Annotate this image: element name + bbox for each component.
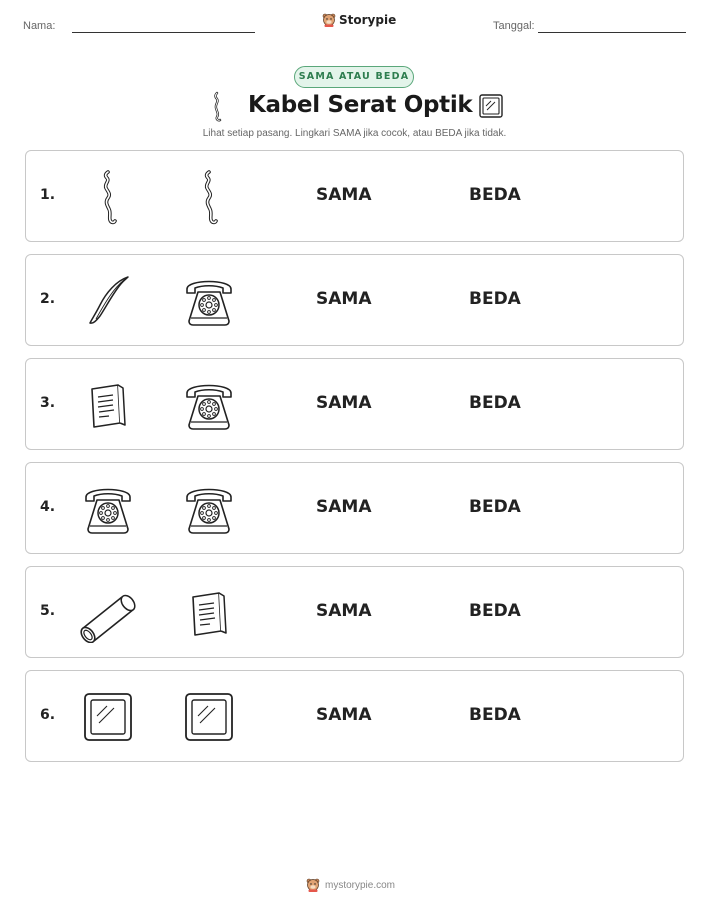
brand-name: Storypie: [339, 13, 397, 27]
screen-icon: [78, 687, 138, 747]
question-number: 3.: [40, 395, 56, 411]
different-option[interactable]: BEDA: [469, 497, 521, 517]
booklet-icon: [78, 375, 138, 435]
date-label: Tanggal:: [493, 20, 535, 32]
picture-booklet-icon: [179, 583, 239, 643]
question-row: [25, 462, 684, 554]
picture-telephone-icon: [78, 479, 138, 539]
fiber-strand-icon: [78, 271, 138, 331]
page-title: Kabel Serat Optik: [248, 92, 473, 118]
screen-icon: [478, 93, 504, 119]
different-option[interactable]: BEDA: [469, 185, 521, 205]
footer: [306, 878, 395, 892]
question-number: 2.: [40, 291, 56, 307]
cable-icon: [179, 167, 239, 227]
different-option[interactable]: BEDA: [469, 705, 521, 725]
same-option[interactable]: SAMA: [316, 393, 372, 413]
picture-telephone-icon: [179, 271, 239, 331]
picture-telephone-icon: [179, 479, 239, 539]
activity-badge: SAMA ATAU BEDA: [294, 66, 414, 88]
picture-tube-icon: [78, 583, 138, 643]
picture-booklet-icon: [78, 375, 138, 435]
name-field-line[interactable]: [72, 32, 255, 33]
date-field-line[interactable]: [538, 32, 686, 33]
question-number: 6.: [40, 707, 56, 723]
telephone-icon: [179, 479, 239, 539]
question-row: [25, 150, 684, 242]
same-option[interactable]: SAMA: [316, 185, 372, 205]
same-option[interactable]: SAMA: [316, 705, 372, 725]
question-row: [25, 670, 684, 762]
bear-mascot-icon: [322, 13, 336, 27]
telephone-icon: [179, 375, 239, 435]
same-option[interactable]: SAMA: [316, 289, 372, 309]
cable-icon: [78, 167, 138, 227]
telephone-icon: [78, 479, 138, 539]
picture-screen-icon: [78, 687, 138, 747]
picture-fiber-strand-icon: [78, 271, 138, 331]
question-row: [25, 566, 684, 658]
name-label: Nama:: [23, 20, 56, 32]
question-row: [25, 358, 684, 450]
different-option[interactable]: BEDA: [469, 393, 521, 413]
question-number: 4.: [40, 499, 56, 515]
different-option[interactable]: BEDA: [469, 289, 521, 309]
picture-telephone-icon: [179, 375, 239, 435]
different-option[interactable]: BEDA: [469, 601, 521, 621]
tube-icon: [78, 583, 138, 643]
telephone-icon: [179, 271, 239, 331]
bear-mascot-icon: [306, 878, 320, 892]
picture-screen-icon: [179, 687, 239, 747]
same-option[interactable]: SAMA: [316, 601, 372, 621]
brand-logo: [322, 13, 396, 27]
instructions: Lihat setiap pasang. Lingkari SAMA jika cocok, atau BEDA jika tidak.: [202, 128, 507, 139]
question-row: [25, 254, 684, 346]
same-option[interactable]: SAMA: [316, 497, 372, 517]
question-number: 1.: [40, 187, 56, 203]
picture-cable-icon: [179, 167, 239, 227]
footer-website[interactable]: mystorypie.com: [325, 879, 396, 891]
picture-cable-icon: [78, 167, 138, 227]
question-number: 5.: [40, 603, 56, 619]
screen-icon: [179, 687, 239, 747]
cable-icon: [206, 91, 228, 123]
booklet-icon: [179, 583, 239, 643]
